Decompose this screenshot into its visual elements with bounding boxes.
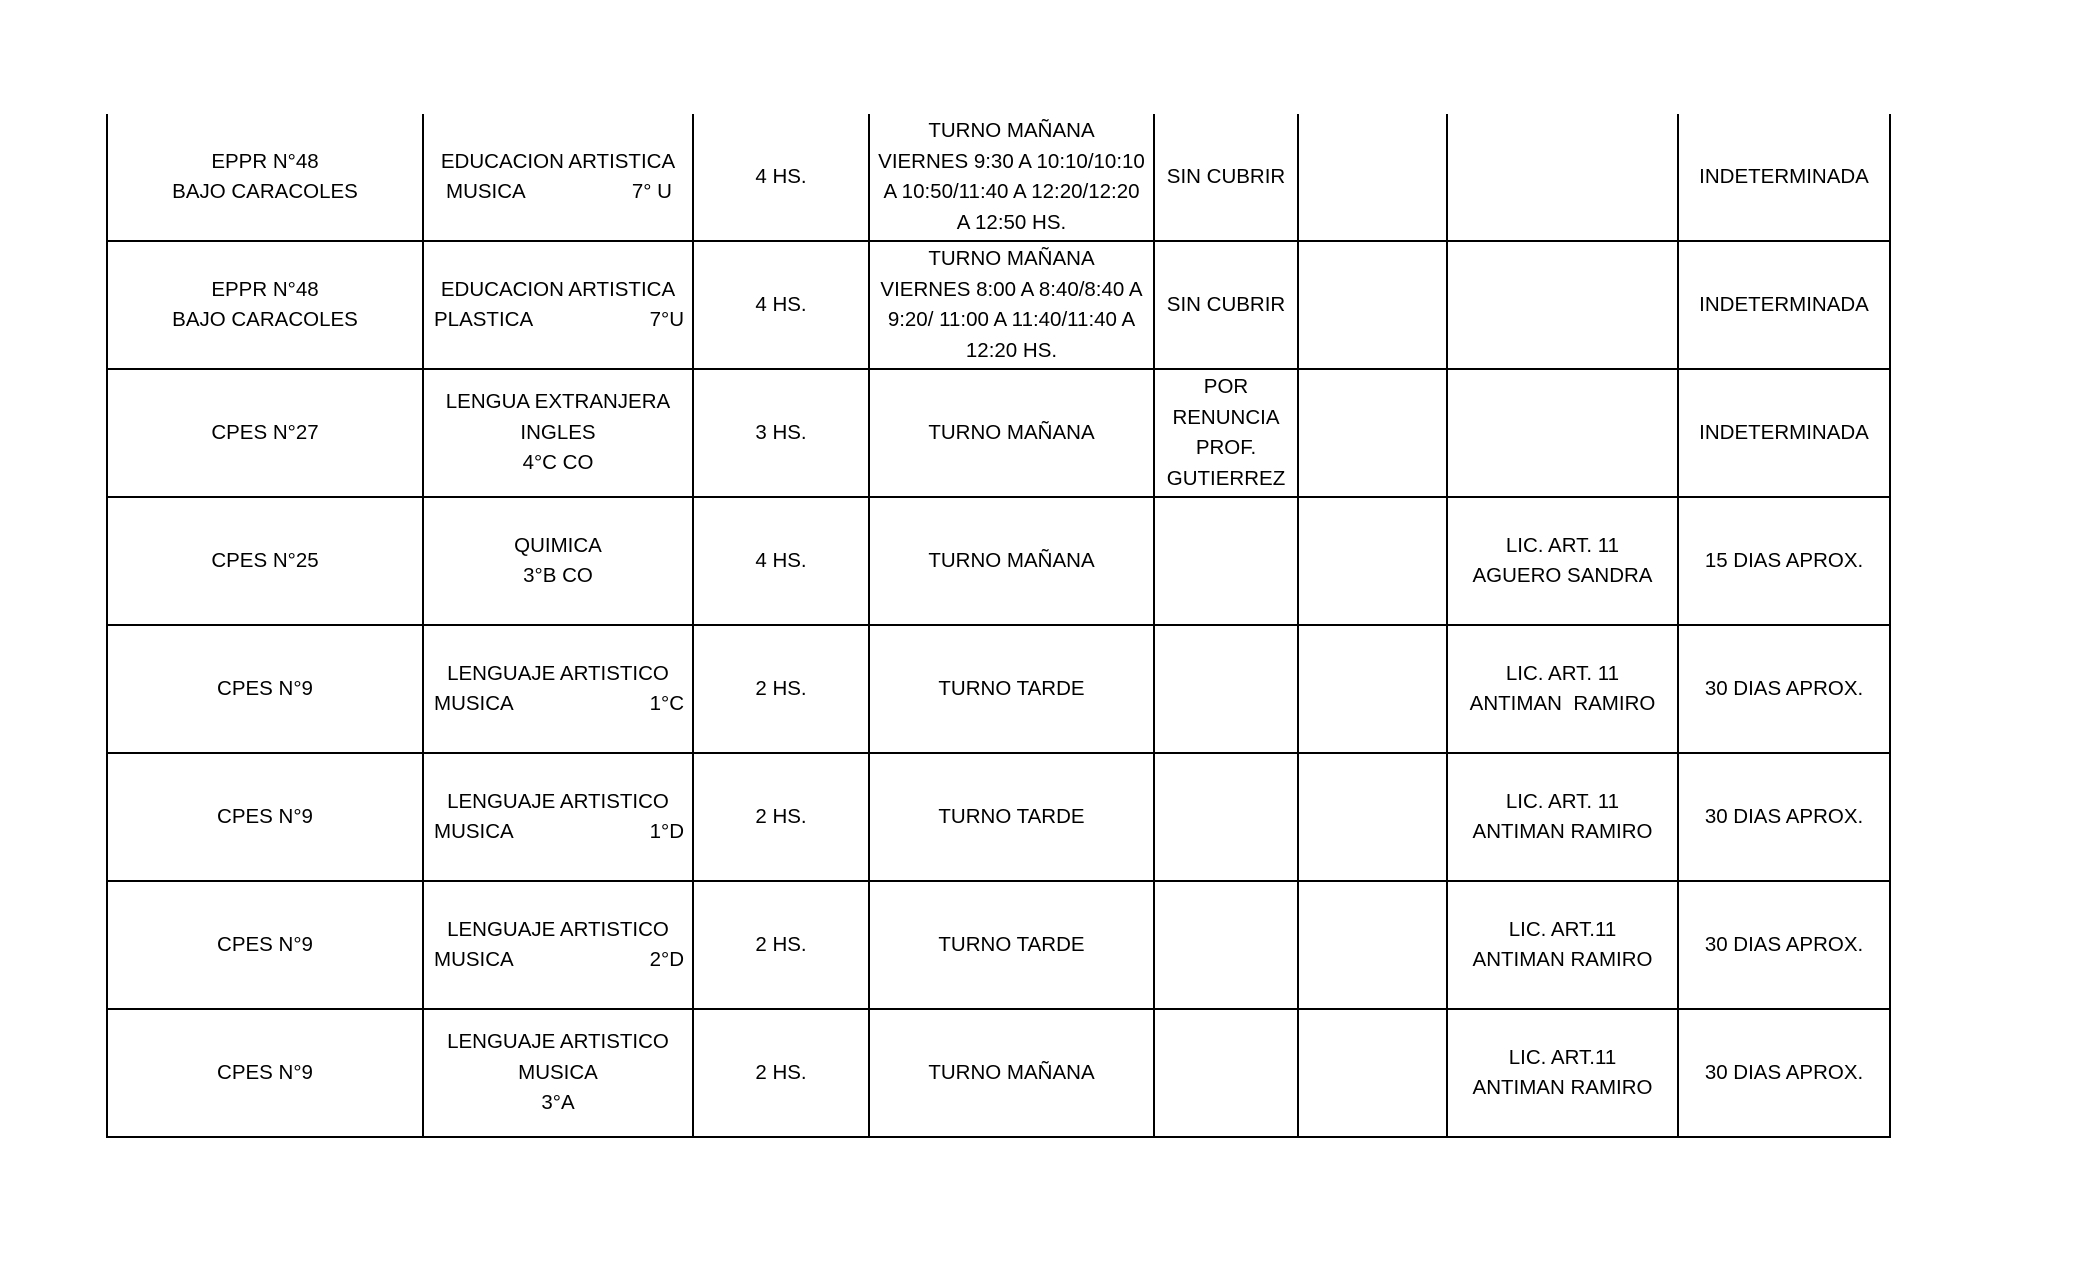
subject-area: PLASTICA (434, 308, 534, 331)
schedule-cell (869, 497, 1154, 625)
status-cell (1154, 114, 1298, 241)
duration-cell: INDETERMINADA (1678, 241, 1890, 369)
schedule-line: 9:20/ 11:00 A 11:40/11:40 A (887, 308, 1136, 331)
subject-cell (423, 625, 693, 753)
subject-cell (423, 881, 693, 1009)
schedule-line: A 12:50 HS. (956, 210, 1067, 234)
status-line: POR (1203, 375, 1249, 398)
school-cell (107, 1009, 423, 1137)
subject-title: EDUCACION ARTISTICA (440, 149, 676, 173)
table-row (107, 881, 1890, 1009)
status-line: SIN CUBRIR (1166, 164, 1286, 188)
table-row (107, 625, 1890, 753)
license-cell (1447, 369, 1678, 497)
license-type: LIC. ART. 11 (1505, 789, 1620, 813)
duration-cell: 30 DIAS APROX. (1678, 625, 1890, 753)
license-cell (1447, 241, 1678, 369)
subject-cell (423, 114, 693, 241)
subject-area: MUSICA (434, 820, 514, 843)
status-cell (1154, 497, 1298, 625)
table-row (107, 1009, 1890, 1137)
subject-detail (424, 177, 692, 208)
subject-cell (423, 369, 693, 497)
license-holder: ANTIMAN RAMIRO (1472, 1076, 1653, 1099)
license-cell (1447, 1009, 1678, 1137)
hours-cell: 2 HS. (693, 753, 869, 881)
duration-cell: INDETERMINADA (1678, 369, 1890, 497)
subject-line: 3°A (541, 1091, 575, 1115)
school-name: EPPR N°48 (211, 277, 319, 301)
subject-course: 7°U (649, 308, 684, 331)
subject-line: LENGUA EXTRANJERA (445, 390, 671, 414)
status-cell (1154, 369, 1298, 497)
empty-cell (1298, 114, 1447, 241)
hours-cell: 3 HS. (693, 369, 869, 497)
duration-cell: 15 DIAS APROX. (1678, 497, 1890, 625)
school-cell (107, 369, 423, 497)
schedule-line: A 10:50/11:40 A 12:20/12:20 (883, 180, 1140, 203)
status-cell (1154, 753, 1298, 881)
empty-cell (1298, 881, 1447, 1009)
license-holder: ANTIMAN RAMIRO (1472, 948, 1653, 971)
school-name: EPPR N°48 (211, 149, 319, 173)
subject-cell (423, 241, 693, 369)
subject-area: MUSICA (446, 180, 526, 203)
table-row (107, 753, 1890, 881)
subject-line: INGLES (520, 420, 596, 444)
license-holder: ANTIMAN RAMIRO (1469, 692, 1656, 715)
license-cell (1447, 497, 1678, 625)
duration-cell: INDETERMINADA (1678, 114, 1890, 241)
license-holder: ANTIMAN RAMIRO (1472, 820, 1653, 843)
subject-line: QUIMICA (514, 533, 602, 557)
school-cell (107, 753, 423, 881)
hours-cell: 4 HS. (693, 497, 869, 625)
empty-cell (1298, 369, 1447, 497)
school-cell (107, 625, 423, 753)
subject-area: MUSICA (434, 948, 514, 971)
subject-line: LENGUAJE ARTISTICO (447, 1030, 669, 1054)
school-name: CPES N°27 (211, 420, 319, 444)
table-row (107, 369, 1890, 497)
schedule-cell (869, 753, 1154, 881)
school-cell (107, 114, 423, 241)
school-name: CPES N°9 (217, 676, 313, 700)
schedule-cell (869, 1009, 1154, 1137)
hours-cell: 2 HS. (693, 881, 869, 1009)
school-name: CPES N°9 (217, 804, 313, 828)
subject-line: MUSICA (518, 1060, 598, 1084)
school-cell (107, 881, 423, 1009)
schedule-line: TURNO MAÑANA (928, 247, 1095, 270)
license-type: LIC. ART.11 (1508, 1045, 1617, 1069)
schedule-cell (869, 241, 1154, 369)
license-cell (1447, 114, 1678, 241)
subject-line: 4°C CO (522, 451, 594, 475)
license-cell (1447, 881, 1678, 1009)
school-location: BAJO CARACOLES (172, 180, 358, 203)
schedule-line: 12:20 HS. (965, 338, 1058, 362)
schedule-cell (869, 369, 1154, 497)
subject-title: LENGUAJE ARTISTICO (447, 789, 669, 813)
vacancy-table (106, 114, 1891, 1138)
subject-detail (424, 945, 692, 976)
schedule-line: VIERNES 9:30 A 10:10/10:10 (878, 149, 1145, 173)
table-row (107, 114, 1890, 241)
subject-cell (423, 497, 693, 625)
subject-title: LENGUAJE ARTISTICO (447, 917, 669, 941)
schedule-line: TURNO MAÑANA (928, 1060, 1095, 1084)
status-line: PROF. (1195, 436, 1257, 459)
status-line: SIN CUBRIR (1166, 292, 1286, 316)
schedule-line: TURNO TARDE (938, 676, 1085, 700)
subject-area: MUSICA (434, 692, 514, 715)
subject-detail (424, 305, 692, 336)
empty-cell (1298, 625, 1447, 753)
hours-cell: 4 HS. (693, 241, 869, 369)
table-row (107, 241, 1890, 369)
subject-course: 2°D (649, 948, 684, 971)
status-cell (1154, 881, 1298, 1009)
subject-course: 1°D (649, 820, 684, 843)
subject-cell (423, 1009, 693, 1137)
hours-cell: 2 HS. (693, 625, 869, 753)
schedule-line: TURNO TARDE (938, 804, 1085, 828)
schedule-line: TURNO MAÑANA (928, 420, 1095, 444)
empty-cell (1298, 497, 1447, 625)
subject-cell (423, 753, 693, 881)
subject-detail (424, 689, 692, 720)
schedule-cell (869, 881, 1154, 1009)
status-cell (1154, 1009, 1298, 1137)
subject-course: 1°C (649, 692, 684, 715)
subject-title: EDUCACION ARTISTICA (440, 277, 676, 301)
schedule-line: VIERNES 8:00 A 8:40/8:40 A (880, 277, 1143, 301)
license-cell (1447, 753, 1678, 881)
vacancy-table-page (106, 114, 1886, 1127)
schedule-cell (869, 625, 1154, 753)
status-line: GUTIERREZ (1166, 466, 1286, 490)
duration-cell: 30 DIAS APROX. (1678, 1009, 1890, 1137)
table-row (107, 497, 1890, 625)
license-type: LIC. ART. 11 (1505, 533, 1620, 557)
subject-line: 3°B CO (523, 564, 593, 587)
schedule-line: TURNO MAÑANA (928, 119, 1095, 142)
schedule-line: TURNO TARDE (938, 932, 1085, 956)
duration-cell: 30 DIAS APROX. (1678, 753, 1890, 881)
hours-cell: 4 HS. (693, 114, 869, 241)
hours-cell: 2 HS. (693, 1009, 869, 1137)
license-type: LIC. ART. 11 (1505, 661, 1620, 685)
status-line: RENUNCIA (1172, 405, 1280, 429)
school-name: CPES N°9 (217, 932, 313, 956)
subject-detail (424, 817, 692, 848)
schedule-line: TURNO MAÑANA (928, 548, 1095, 572)
license-cell (1447, 625, 1678, 753)
duration-cell: 30 DIAS APROX. (1678, 881, 1890, 1009)
license-type: LIC. ART.11 (1508, 917, 1617, 941)
school-cell (107, 497, 423, 625)
subject-title: LENGUAJE ARTISTICO (447, 661, 669, 685)
status-cell (1154, 241, 1298, 369)
schedule-cell (869, 114, 1154, 241)
school-location: BAJO CARACOLES (172, 308, 358, 331)
license-holder: AGUERO SANDRA (1472, 564, 1653, 587)
empty-cell (1298, 241, 1447, 369)
school-name: CPES N°25 (211, 548, 319, 572)
empty-cell (1298, 753, 1447, 881)
status-cell (1154, 625, 1298, 753)
subject-course: 7° U (631, 180, 672, 203)
school-name: CPES N°9 (217, 1060, 313, 1084)
school-cell (107, 241, 423, 369)
empty-cell (1298, 1009, 1447, 1137)
